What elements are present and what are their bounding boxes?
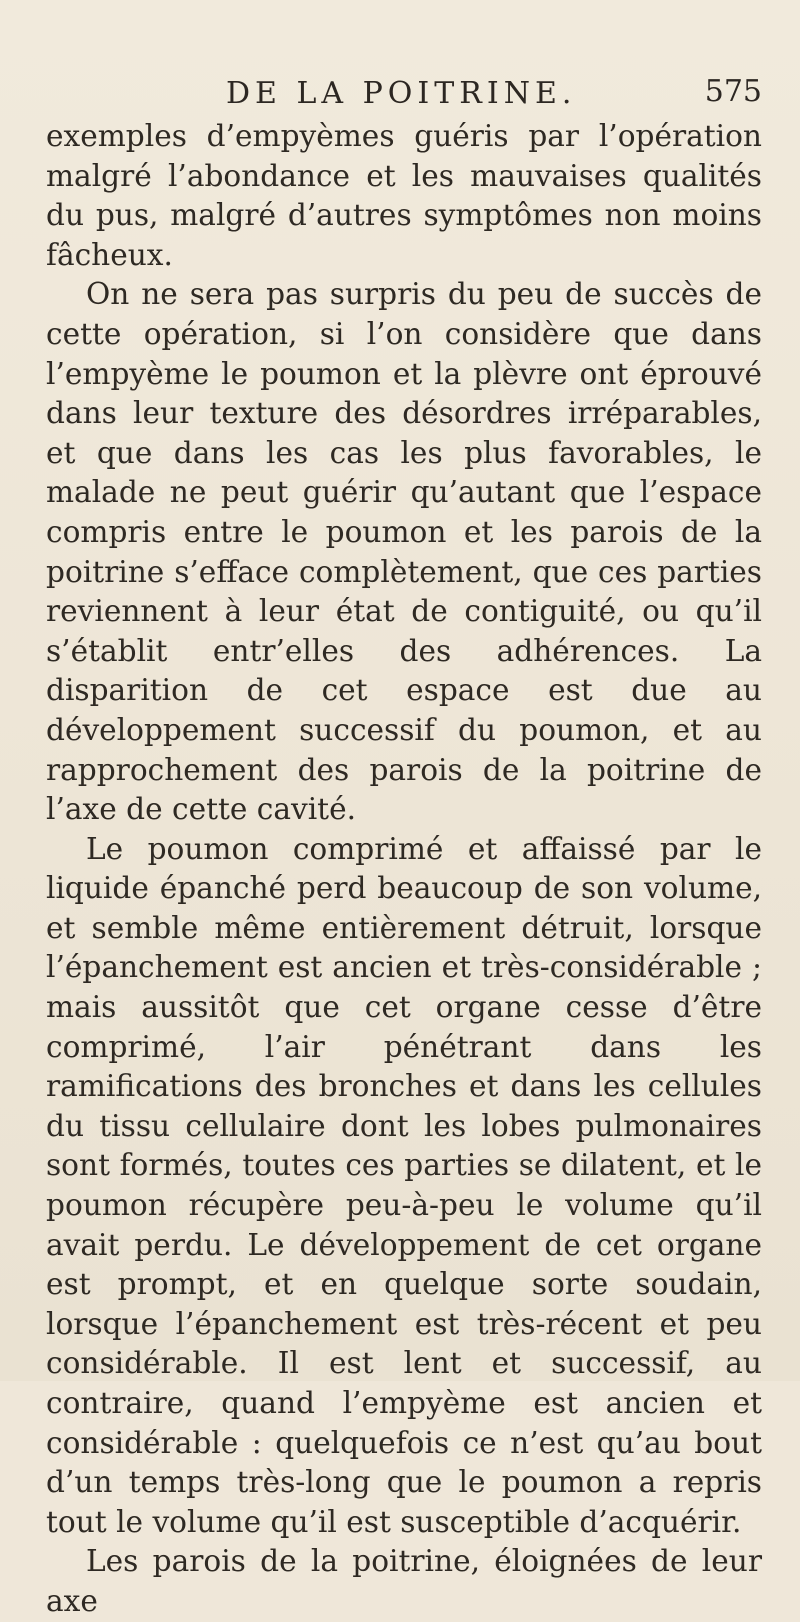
paragraph-1: exemples d’empyèmes guéris par l’opération malgré l’abondance et les mauvaises qualités du pus, malgré d’autres symptômes non moins fâcheux.	[46, 119, 762, 272]
running-title: DE LA POITRINE.	[226, 76, 577, 111]
paragraph-4: Les parois de la poitrine, éloignées de leur axe	[46, 1544, 762, 1618]
body-text	[46, 117, 762, 1622]
running-head	[0, 72, 800, 112]
page-number: 575	[704, 74, 762, 109]
paragraph-2: On ne sera pas surpris du peu de succès de cette opération, si l’on considère que dans l’empyème le poumon et la plèvre ont éprouvé dans leur texture des désordres irréparables, et que dans les cas les plus favorables, le malade ne peut guérir qu’autant que l’espace compris entre le poumon et les parois de la poitrine s’efface complètement, que ces parties reviennent à leur état de contiguité, ou qu’il s’établit entr’elles des adhérences. La disparition de cet espace est due au développement successif du poumon, et au rapprochement des parois de la poitrine de l’axe de cette cavité.	[46, 277, 762, 827]
paragraph-3: Le poumon comprimé et affaissé par le liquide épanché perd beaucoup de son volume, et semble même entièrement détruit, lorsque l’épanchement est ancien et très-considérable ; mais aussitôt que cet organe cesse d’être comprimé, l’air pénétrant dans les ramifications des bronches et dans les cellules du tissu cellulaire dont les lobes pulmonaires sont formés, toutes ces parties se dilatent, et le poumon récupère peu-à-peu le volume qu’il avait perdu. Le développement de cet organe est prompt, et en quelque sorte soudain, lorsque l’épanchement est très-récent et peu considérable. Il est lent et successif, au contraire, quand l’empyème est ancien et considérable : quelquefois ce n’est qu’au bout d’un temps très-long que le poumon a repris tout le volume qu’il est susceptible d’acquérir.	[46, 831, 762, 1539]
